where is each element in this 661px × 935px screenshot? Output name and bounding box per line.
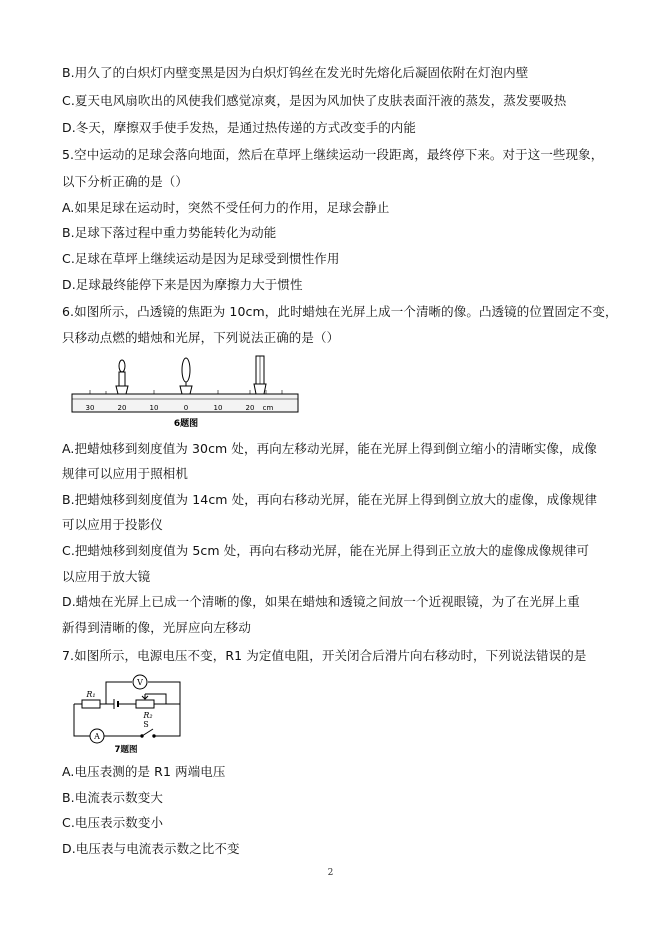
q7-stem: 7.如图所示，电源电压不变，R1 为定值电阻，开关闭合后滑片向右移动时，下列说法错误的是 bbox=[62, 648, 587, 663]
page-number: 2 bbox=[327, 868, 334, 878]
q6-option-a-line1: A.把蜡烛移到刻度值为 30cm 处，再向左移动光屏，能在光屏上得到倒立缩小的清晰实像，成像 bbox=[62, 441, 597, 456]
q5-stem-line2: 以下分析正确的是（） bbox=[62, 174, 189, 189]
q7-option-a: A.电压表测的是 R1 两端电压 bbox=[62, 764, 226, 779]
fig6-scale-label: 0 bbox=[183, 404, 189, 412]
fig6-scale-label: 30 bbox=[85, 404, 95, 412]
q4-option-c: C.夏天电风扇吹出的风使我们感觉凉爽，是因为风加快了皮肤表面汗液的蒸发，蒸发要吸热 bbox=[62, 93, 567, 108]
q6-option-a-line2: 规律可以应用于照相机 bbox=[62, 466, 189, 481]
fig6-scale-label: 20 bbox=[117, 404, 127, 412]
q7-option-c: C.电压表示数变小 bbox=[62, 815, 164, 830]
fig6-scale-label: 20 bbox=[245, 404, 255, 412]
q4-option-b: B.用久了的白炽灯内壁变黑是因为白炽灯钨丝在发光时先熔化后凝固依附在灯泡内壁 bbox=[62, 65, 529, 80]
q4-option-d: D.冬天，摩擦双手使手发热，是通过热传递的方式改变手的内能 bbox=[62, 120, 416, 135]
fig6-caption: 6题图 bbox=[173, 419, 199, 429]
q6-stem-line1: 6.如图所示，凸透镜的焦距为 10cm，此时蜡烛在光屏上成一个清晰的像。凸透镜的位置固定不变， bbox=[62, 304, 618, 319]
q6-stem-line2: 只移动点燃的蜡烛和光屏，下列说法正确的是（） bbox=[62, 330, 340, 345]
fig6-scale-label: 10 bbox=[213, 404, 223, 412]
q6-option-d-line1: D.蜡烛在光屏上已成一个清晰的像，如果在蜡烛和透镜之间放一个近视眼镜，为了在光屏上重 bbox=[62, 594, 580, 609]
q5-option-c: C.足球在草坪上继续运动是因为足球受到惯性作用 bbox=[62, 251, 340, 266]
q6-option-b-line2: 可以应用于投影仪 bbox=[62, 517, 163, 532]
fig7-r2-label: R₂ bbox=[143, 711, 153, 720]
q6-option-c-line1: C.把蜡烛移到刻度值为 5cm 处，再向右移动光屏，能在光屏上得到正立放大的虚像成像规律可 bbox=[62, 543, 590, 558]
fig7-ammeter-label: A bbox=[94, 732, 100, 741]
fig7-switch-label: S bbox=[143, 720, 149, 729]
fig6-scale-label: 10 bbox=[149, 404, 159, 412]
q7-option-b: B.电流表示数变大 bbox=[62, 790, 163, 805]
q5-stem-line1: 5.空中运动的足球会落向地面，然后在草坪上继续运动一段距离，最终停下来。对于这一些现象， bbox=[62, 147, 604, 162]
figure-7-circuit bbox=[66, 668, 196, 756]
q6-option-d-line2: 新得到清晰的像，光屏应向左移动 bbox=[62, 620, 252, 635]
fig7-caption: 7题图 bbox=[114, 745, 138, 755]
q5-option-b: B.足球下落过程中重力势能转化为动能 bbox=[62, 225, 277, 240]
fig6-scale-unit: cm bbox=[262, 404, 274, 412]
q6-option-b-line1: B.把蜡烛移到刻度值为 14cm 处，再向右移动光屏，能在光屏上得到倒立放大的虚像，成像规律 bbox=[62, 492, 598, 507]
fig7-r1-label: R₁ bbox=[86, 690, 96, 699]
q7-option-d: D.电压表与电流表示数之比不变 bbox=[62, 841, 240, 856]
q5-option-a: A.如果足球在运动时，突然不受任何力的作用，足球会静止 bbox=[62, 200, 390, 215]
figure-6-optical-bench bbox=[70, 352, 300, 432]
q6-option-c-line2: 以应用于放大镜 bbox=[62, 569, 151, 584]
fig7-voltmeter-label: V bbox=[137, 678, 143, 687]
q5-option-d: D.足球最终能停下来是因为摩擦力大于惯性 bbox=[62, 277, 303, 292]
